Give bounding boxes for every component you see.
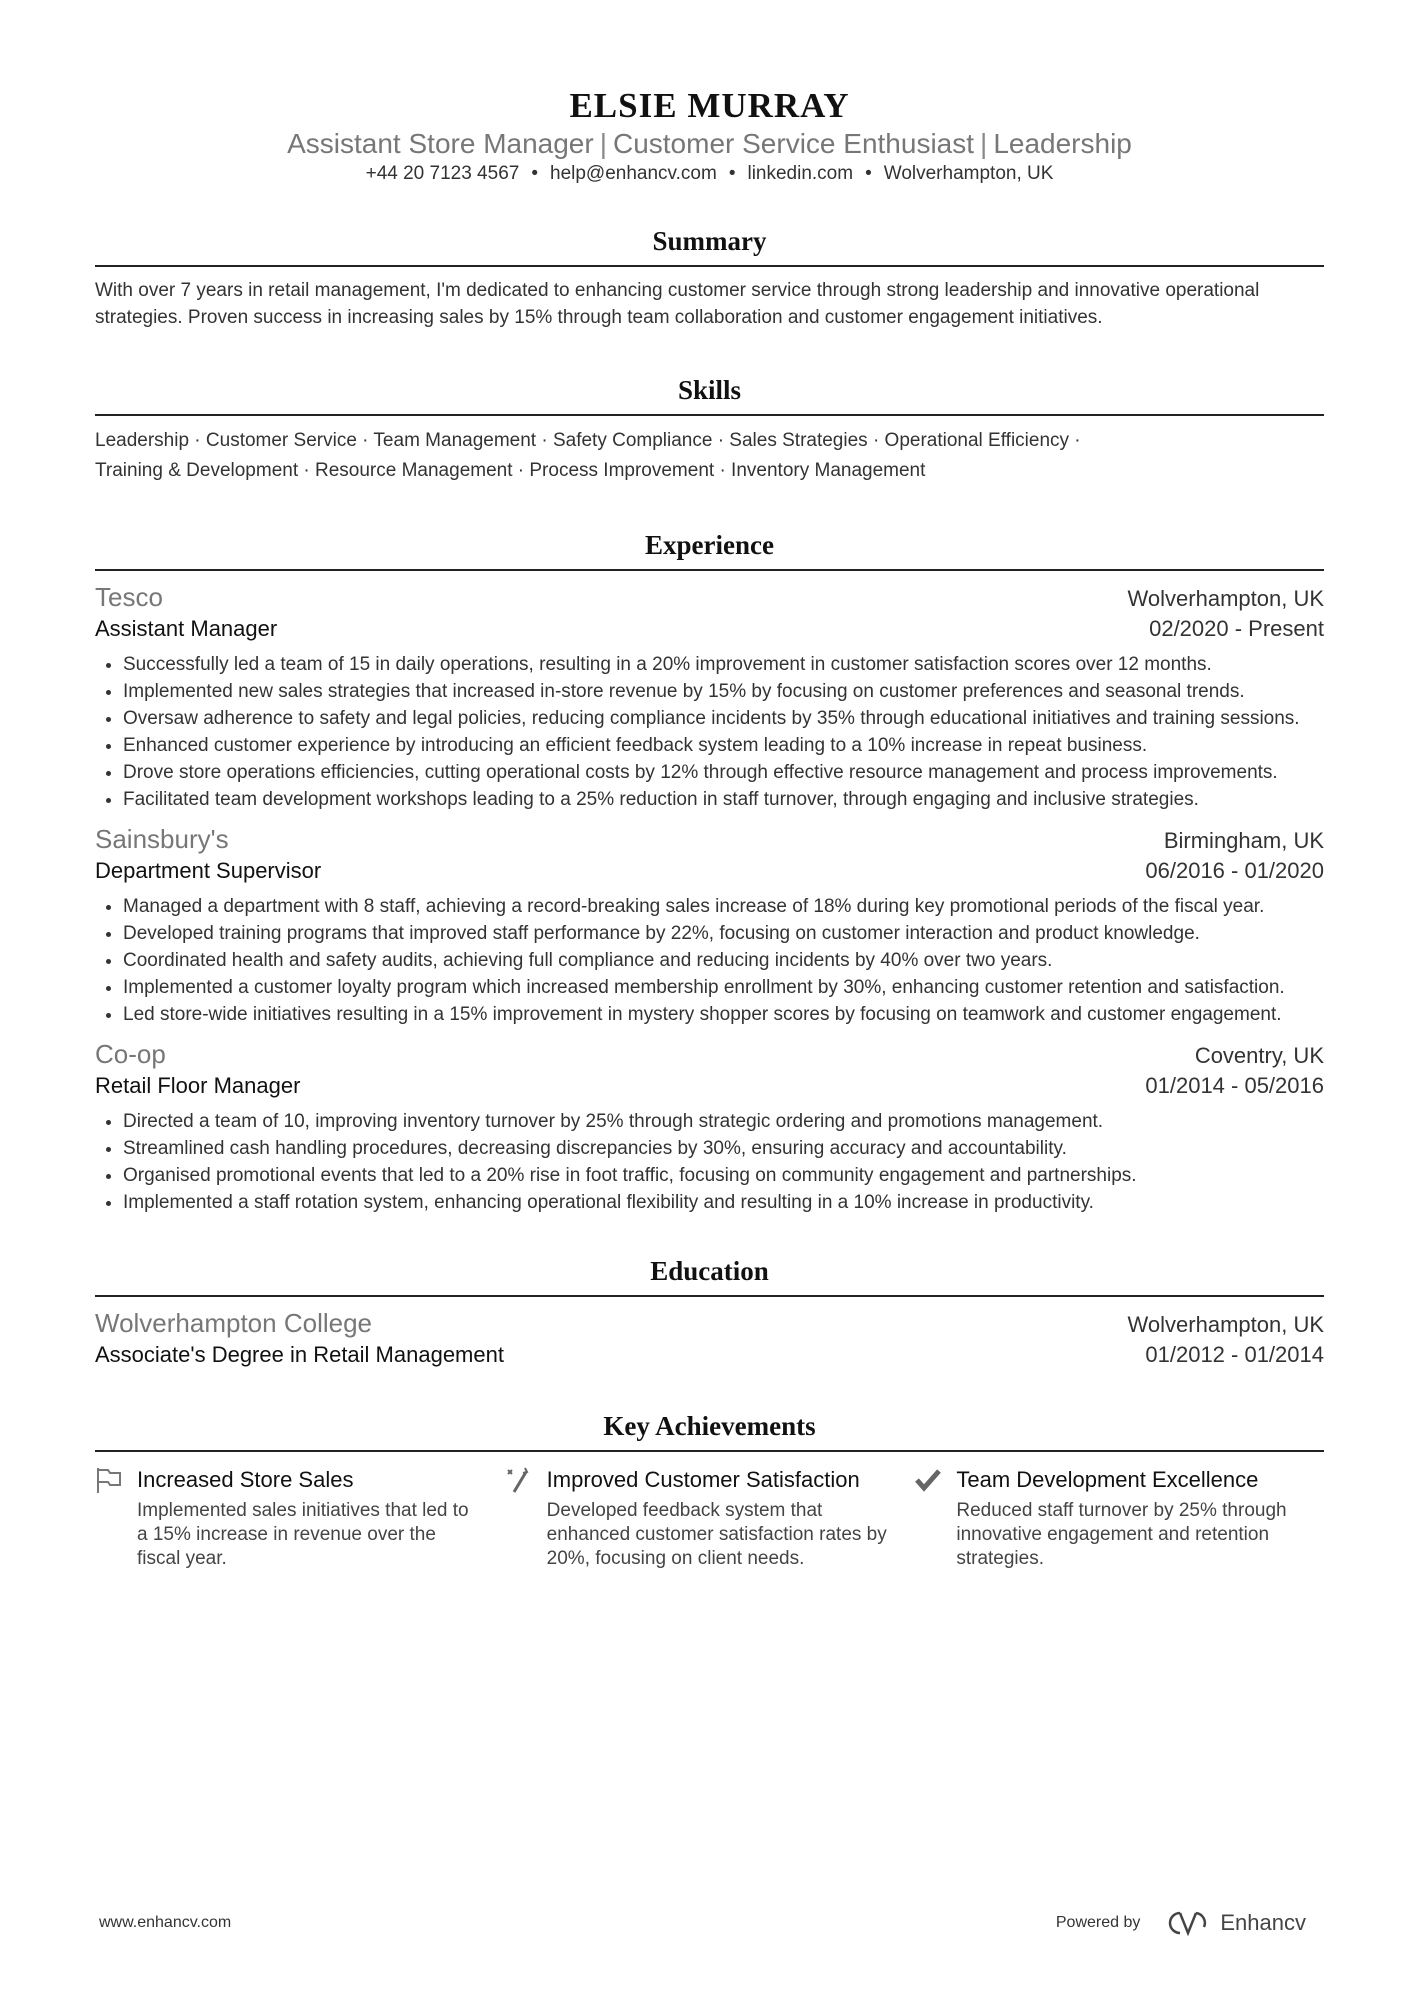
- job-bullets: [95, 1108, 1324, 1216]
- achievement-desc: Implemented sales initiatives that led to a 15% increase in revenue over the fiscal year.: [137, 1500, 469, 1569]
- company-name: Sainsbury's: [95, 824, 229, 854]
- job-bullet: • Enhanced customer experience by introducing an efficient feedback system leading to a 10% increase in repeat business.: [123, 732, 1324, 759]
- summary-text: With over 7 years in retail management, I'm dedicated to enhancing customer service through strong leadership and innovative operational strategies. Proven success in increasing sales by 15% through team collaboration and customer engagement initiatives.: [95, 280, 1260, 328]
- achievements-section: [95, 1411, 1324, 1571]
- job-location: Birmingham, UK: [1163, 828, 1324, 853]
- job-dates: 01/2014 - 05/2016: [1145, 1073, 1324, 1098]
- separator: •: [865, 163, 872, 184]
- degree: Associate's Degree in Retail Management: [95, 1342, 504, 1367]
- separator: |: [599, 128, 607, 159]
- education-dates: 01/2012 - 01/2014: [1145, 1342, 1324, 1367]
- achievement-desc: Developed feedback system that enhanced customer satisfaction rates by 20%, focusing on client needs.: [546, 1500, 887, 1569]
- contact-info: [95, 162, 1324, 186]
- section-heading: Skills: [95, 375, 1324, 416]
- achievement-title: Increased Store Sales: [137, 1467, 354, 1492]
- school-name: Wolverhampton College: [95, 1308, 372, 1338]
- flag-icon: [95, 1466, 125, 1571]
- linkedin-link[interactable]: linkedin.com: [747, 163, 854, 184]
- job-location: Coventry, UK: [1194, 1043, 1324, 1068]
- candidate-name: ELSIE MURRAY: [569, 86, 850, 125]
- summary-section: [95, 226, 1324, 331]
- job-bullet: • Coordinated health and safety audits, achieving full compliance and reducing incidents by 40% over two years.: [123, 947, 1324, 974]
- email-link[interactable]: help@enhancv.com: [550, 163, 717, 184]
- job-entry: [95, 581, 1324, 813]
- separator: |: [980, 128, 988, 159]
- headline-title: Leadership: [993, 128, 1132, 159]
- job-bullet: • Oversaw adherence to safety and legal policies, reducing compliance incidents by 35% through educational initiatives and training sessions.: [123, 705, 1324, 732]
- experience-section: [95, 530, 1324, 1216]
- section-heading: Experience: [95, 530, 1324, 571]
- skills-section: [95, 375, 1324, 486]
- powered-by-label: Powered by: [1055, 1914, 1141, 1931]
- headline-title: Assistant Store Manager: [287, 128, 594, 159]
- job-bullet: • Implemented a staff rotation system, enhancing operational flexibility and resulting in a 10% increase in productivity.: [123, 1189, 1324, 1216]
- job-bullet: • Successfully led a team of 15 in daily operations, resulting in a 20% improvement in customer satisfaction scores over 12 months.: [123, 651, 1324, 678]
- job-bullet: • Streamlined cash handling procedures, decreasing discrepancies by 30%, ensuring accuracy and accountability.: [123, 1135, 1324, 1162]
- company-name: Co-op: [95, 1039, 166, 1069]
- achievement-item: [95, 1466, 505, 1571]
- checkmark-icon: [914, 1466, 944, 1571]
- education-location: Wolverhampton, UK: [1127, 1312, 1324, 1337]
- brand-name: Enhancv: [1220, 1910, 1306, 1935]
- job-location: Wolverhampton, UK: [1127, 586, 1324, 611]
- job-bullet: • Implemented new sales strategies that increased in-store revenue by 15% by focusing on customer preferences and seasonal trends.: [123, 678, 1324, 705]
- achievement-item: [914, 1466, 1324, 1571]
- job-bullet: • Facilitated team development workshops leading to a 25% reduction in staff turnover, through engaging and inclusive strategies.: [123, 786, 1324, 813]
- job-bullet: • Organised promotional events that led to a 20% rise in foot traffic, focusing on community engagement and partnerships.: [123, 1162, 1324, 1189]
- headline: [95, 126, 1324, 162]
- job-bullet: • Directed a team of 10, improving inventory turnover by 25% through strategic ordering and promotions management.: [123, 1108, 1324, 1135]
- separator: •: [531, 163, 538, 184]
- skills-line: Leadership · Customer Service · Team Management · Safety Compliance · Sales Strategies · Operational Efficiency ·: [95, 430, 1081, 451]
- job-bullet: • Drove store operations efficiencies, cutting operational costs by 12% through effective resource management and process improvements.: [123, 759, 1324, 786]
- job-bullets: [95, 651, 1324, 813]
- job-bullet: • Led store-wide initiatives resulting in a 15% improvement in mystery shopper scores by focusing on teamwork and customer engagement.: [123, 1001, 1324, 1028]
- achievement-item: [505, 1466, 915, 1571]
- magic-wand-icon: [505, 1466, 535, 1571]
- phone: +44 20 7123 4567: [365, 163, 520, 184]
- skills-line: Training & Development · Resource Management · Process Improvement · Inventory Management: [95, 460, 926, 481]
- company-name: Tesco: [95, 582, 163, 612]
- job-entry: [95, 823, 1324, 1028]
- website-link[interactable]: www.enhancv.com: [99, 1914, 232, 1931]
- resume-header: [95, 0, 1324, 186]
- job-role: Department Supervisor: [95, 858, 322, 883]
- location: Wolverhampton, UK: [883, 163, 1054, 184]
- achievement-title: Team Development Excellence: [956, 1467, 1259, 1492]
- job-entry: [95, 1038, 1324, 1216]
- separator: •: [728, 163, 736, 184]
- achievement-title: Improved Customer Satisfaction: [546, 1467, 860, 1492]
- job-role: Retail Floor Manager: [95, 1073, 301, 1098]
- achievement-desc: Reduced staff turnover by 25% through innovative engagement and retention strategies.: [956, 1500, 1287, 1569]
- job-dates: 02/2020 - Present: [1149, 616, 1324, 641]
- job-dates: 06/2016 - 01/2020: [1145, 858, 1324, 883]
- job-bullet: • Developed training programs that improved staff performance by 22%, focusing on customer interaction and product knowledge.: [123, 920, 1324, 947]
- footer: [99, 1910, 1306, 1936]
- headline-title: Customer Service Enthusiast: [612, 128, 975, 159]
- job-role: Assistant Manager: [95, 616, 278, 641]
- job-bullet: • Managed a department with 8 staff, achieving a record-breaking sales increase of 18% during key promotional periods of the fiscal year.: [123, 893, 1324, 920]
- section-heading: Key Achievements: [95, 1411, 1324, 1452]
- section-heading: Education: [95, 1256, 1324, 1297]
- section-heading: Summary: [95, 226, 1324, 267]
- job-bullet: • Implemented a customer loyalty program which increased membership enrollment by 30%, enhancing customer retention and satisfaction.: [123, 974, 1324, 1001]
- enhancv-logo[interactable]: [1166, 1910, 1306, 1936]
- job-bullets: [95, 893, 1324, 1028]
- enhancv-logo-icon: [1166, 1910, 1212, 1936]
- education-section: [95, 1256, 1324, 1371]
- resume-page: [95, 0, 1324, 1571]
